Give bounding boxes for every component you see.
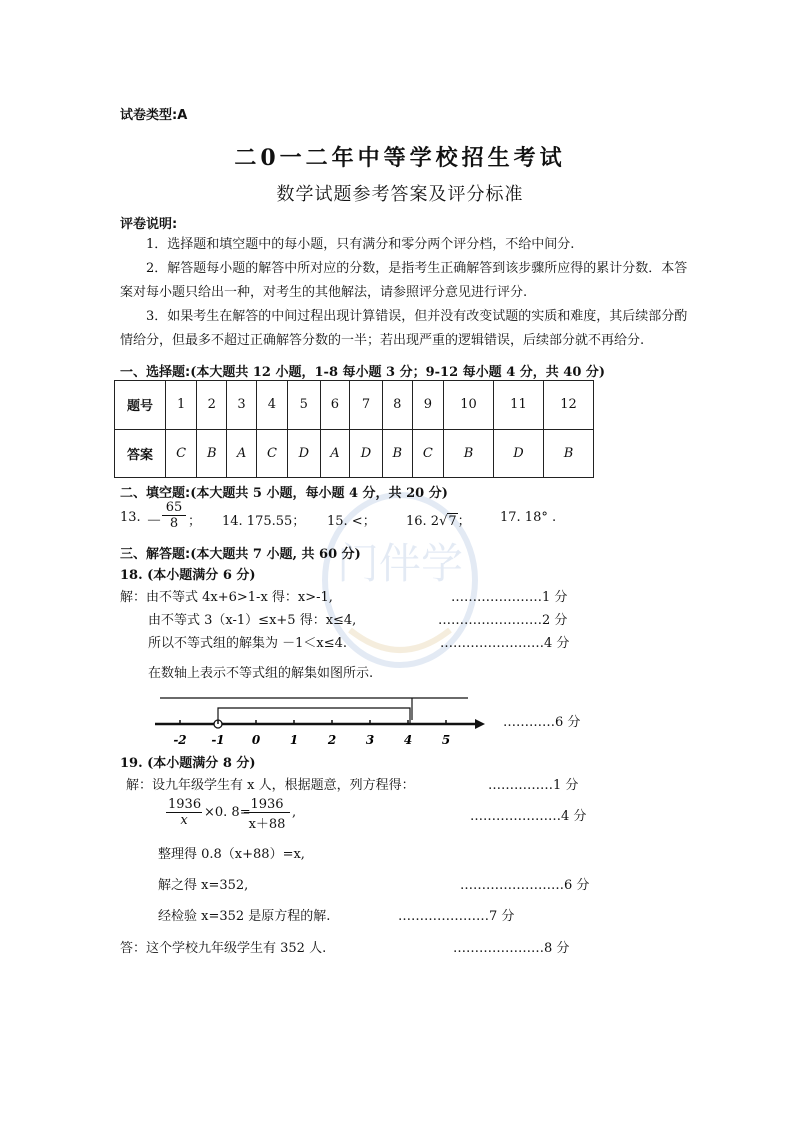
table-cell: C	[256, 429, 287, 478]
axis-tick-label: -2	[173, 733, 187, 747]
q18-axis-score: …………6 分	[503, 715, 581, 730]
table-cell: A	[320, 429, 350, 478]
table-cell: D	[288, 429, 321, 478]
exam-type: 试卷类型:A	[120, 108, 188, 123]
table-cell: 6	[320, 381, 350, 430]
eq-middle: ×0. 8=	[204, 805, 251, 820]
section2-heading	[120, 482, 448, 501]
q18-heading	[120, 564, 256, 583]
q19-line5-score: …………………7 分	[398, 909, 515, 924]
answer-table	[114, 380, 594, 478]
q18-line3-score: ……………………4 分	[440, 636, 570, 651]
number-line-arrow	[475, 719, 485, 729]
eq-fraction-right	[244, 797, 290, 832]
q16-answer: 16. 2√7；	[406, 514, 471, 529]
q17-answer: 17. 18° .	[500, 510, 557, 525]
section1-heading	[120, 361, 605, 380]
table-cell: 3	[227, 381, 257, 430]
q19-line1: 解：设九年级学生有 x 人，根据题意，列方程得：	[126, 778, 415, 793]
axis-tick-label: 0	[251, 733, 261, 747]
q18-line4: 在数轴上表示不等式组的解集如图所示.	[148, 666, 374, 681]
table-cell: 11	[493, 381, 543, 430]
eq-numerator-right: 1936	[244, 797, 290, 813]
table-cell: 8	[382, 381, 412, 430]
q16-radicand: 7	[448, 514, 457, 529]
table-cell: 10	[444, 381, 494, 430]
number-line	[150, 690, 490, 750]
axis-tick-label: 5	[441, 733, 451, 747]
q13-sign: －	[146, 511, 163, 530]
table-cell: A	[227, 429, 257, 478]
section3-detail: (本大题共 7 小题, 共 60 分)	[190, 547, 361, 562]
table-row-answers	[115, 429, 594, 478]
q18-line3: 所以不等式组的解集为 －1＜x≤4.	[148, 636, 348, 651]
table-header-answer: 答案	[115, 429, 166, 478]
q13-tail: ；	[188, 514, 202, 529]
axis-tick-label: 2	[327, 733, 337, 747]
q19-heading	[120, 752, 256, 771]
table-cell: B	[444, 429, 494, 478]
q19-line4: 解之得 x=352,	[158, 878, 249, 893]
q18-line2-score: ……………………2 分	[438, 613, 568, 628]
table-cell: B	[197, 429, 227, 478]
watermark-text: 门伴学	[336, 539, 464, 588]
q18-line1: 解：由不等式 4x+6>1-x 得：x>-1,	[120, 590, 333, 605]
note-2: 2．解答题每小题的解答中所对应的分数，是指考生正确解答到该步骤所应得的累计分数．本答案对每小题只给出一种，对考生的其他解法，请参照评分意见进行评分.	[120, 261, 688, 300]
table-cell: B	[543, 429, 593, 478]
solution-bracket	[218, 708, 410, 724]
q13-fraction	[162, 500, 186, 531]
table-cell: D	[350, 429, 383, 478]
section2-detail: (本大题共 5 小题，每小题 4 分，共 20 分)	[190, 486, 448, 501]
q19-line1-score: ……………1 分	[488, 778, 579, 793]
q13-numerator: 65	[162, 500, 186, 516]
page-title: 二0一二年中等学校招生考试	[234, 145, 566, 171]
note-3: 3．如果考生在解答的中间过程出现计算错误，但并没有改变试题的实质和难度，其后续部分酌情给分，但最多不超过正确解答分数的一半；若出现严重的逻辑错误，后续部分就不再给分.	[120, 309, 688, 348]
q19-line6-score: …………………8 分	[453, 941, 570, 956]
q19-line5: 经检验 x=352 是原方程的解.	[158, 909, 331, 924]
q14-answer: 14. 175.55；	[222, 514, 306, 529]
eq-denominator-right: x＋88	[248, 817, 286, 832]
q19-eq-score: …………………4 分	[470, 809, 587, 824]
table-cell: C	[166, 429, 197, 478]
q18-line1-score: …………………1 分	[451, 590, 568, 605]
axis-tick-label: 4	[403, 733, 413, 747]
table-cell: 4	[256, 381, 287, 430]
axis-tick-label: -1	[211, 733, 225, 747]
q15-answer: 15. <；	[327, 514, 376, 529]
table-cell: 12	[543, 381, 593, 430]
q13-label: 13.	[120, 510, 141, 525]
eq-numerator-left: 1936	[168, 797, 202, 812]
eq-tail: ,	[292, 805, 297, 820]
table-cell: 1	[166, 381, 197, 430]
table-cell: 5	[288, 381, 321, 430]
table-cell: B	[382, 429, 412, 478]
q16-label: 16. 2	[406, 514, 440, 529]
q19-line3: 整理得 0.8（x+88）=x,	[158, 847, 305, 862]
table-header-number: 题号	[115, 381, 166, 430]
section2-title: 二、填空题:	[120, 486, 191, 501]
table-cell: 7	[350, 381, 383, 430]
table-cell: 9	[412, 381, 443, 430]
q18-detail: (本小题满分 6 分)	[147, 568, 256, 583]
table-row-numbers	[115, 381, 594, 430]
table-cell: 2	[197, 381, 227, 430]
note-1: 1．选择题和填空题中的每小题，只有满分和零分两个评分档，不给中间分.	[146, 237, 575, 252]
q18-number: 18.	[120, 568, 143, 583]
axis-tick-label: 1	[289, 733, 299, 747]
q16-tail: ；	[457, 514, 471, 529]
section3-title: 三、解答题:	[120, 547, 191, 562]
q19-answer: 答：这个学校九年级学生有 352 人.	[120, 941, 327, 956]
section3-heading	[120, 543, 361, 562]
q13-denominator: 8	[169, 516, 179, 531]
notes-heading: 评卷说明:	[120, 217, 178, 232]
axis-tick-label: 3	[365, 733, 375, 747]
page-subtitle: 数学试题参考答案及评分标准	[276, 184, 524, 205]
q19-detail: (本小题满分 8 分)	[147, 756, 256, 771]
table-cell: D	[493, 429, 543, 478]
section1-title: 一、选择题:	[120, 365, 191, 380]
eq-denominator-left: x	[180, 813, 188, 828]
q18-line2: 由不等式 3（x-1）≤x+5 得：x≤4,	[148, 613, 357, 628]
section1-detail: (本大题共 12 小题，1-8 每小题 3 分；9-12 每小题 4 分，共 40 分)	[190, 365, 606, 380]
q19-line4-score: ……………………6 分	[460, 878, 590, 893]
q19-number: 19.	[120, 756, 143, 771]
eq-fraction-left	[166, 797, 202, 828]
table-cell: C	[412, 429, 443, 478]
